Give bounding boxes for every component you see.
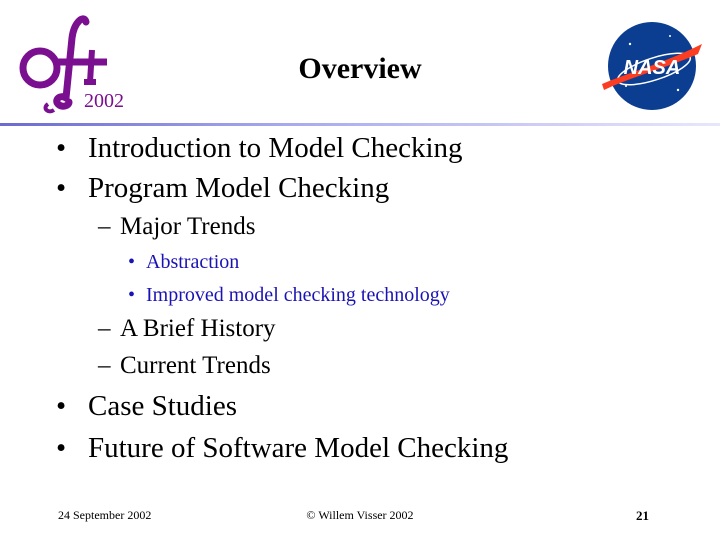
bullet-item: • Introduction to Model Checking bbox=[56, 132, 463, 164]
footer-date: 24 September 2002 bbox=[58, 508, 152, 522]
bullet-item: – A Brief History bbox=[98, 315, 276, 342]
footer-copyright: © Willem Visser 2002 bbox=[306, 508, 414, 522]
bullet-item: • Abstraction bbox=[128, 251, 240, 273]
header-divider bbox=[0, 123, 720, 126]
bullet-item: • Case Studies bbox=[56, 390, 238, 422]
bullet-item: • Future of Software Model Checking bbox=[56, 432, 509, 464]
nasa-logo-icon bbox=[600, 14, 704, 118]
logo-year: 2002 bbox=[84, 90, 124, 112]
bullet-item: – Current Trends bbox=[98, 352, 271, 379]
page-number: 21 bbox=[636, 508, 649, 523]
bullet-item: – Major Trends bbox=[98, 213, 256, 240]
bullet-item: • Improved model checking technology bbox=[128, 284, 450, 306]
slide-header bbox=[0, 0, 720, 123]
slide-title: Overview bbox=[298, 52, 422, 85]
bullet-item: • Program Model Checking bbox=[56, 172, 390, 204]
nasa-wordmark: NASA bbox=[623, 57, 681, 79]
